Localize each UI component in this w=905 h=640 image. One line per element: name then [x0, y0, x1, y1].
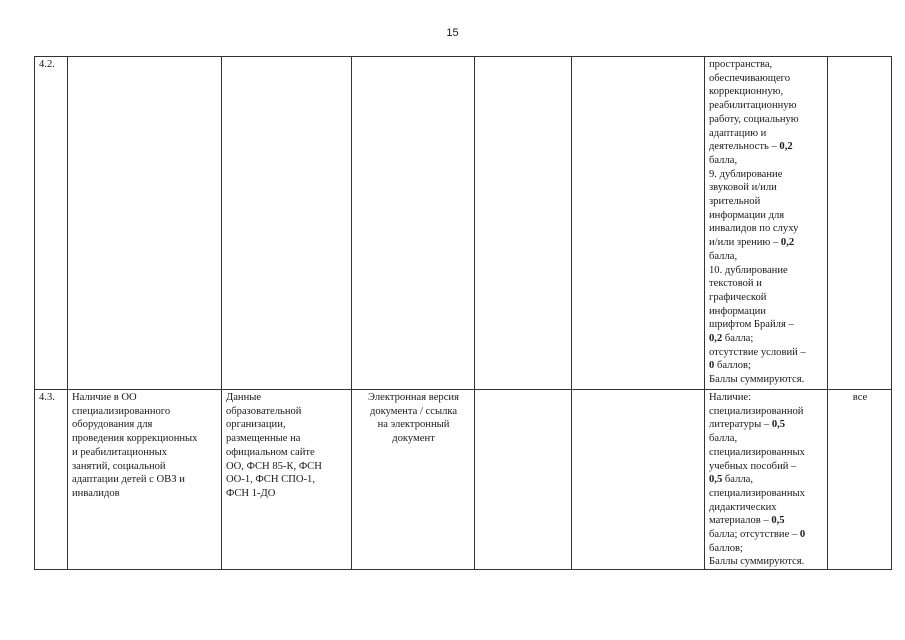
- text-line: [709, 373, 824, 387]
- text-segment: инвалидов по слуху: [709, 223, 799, 235]
- text-line: [72, 460, 218, 474]
- text-segment: адаптации детей с ОВЗ и: [72, 474, 185, 486]
- text-line: [72, 391, 218, 405]
- score-value: 0,2: [709, 333, 723, 345]
- text-segment: учебных пособий –: [709, 460, 797, 472]
- row-number-cell: [35, 390, 68, 570]
- score-value: 0: [709, 360, 715, 372]
- text-segment: образовательной: [226, 405, 302, 417]
- text-segment: проведения коррекционных: [72, 433, 198, 445]
- text-segment: и/или зрению –: [709, 237, 781, 249]
- text-line: [709, 528, 824, 542]
- text-line: [72, 446, 218, 460]
- text-line: [356, 418, 471, 432]
- text-line: [709, 305, 824, 319]
- text-segment: материалов –: [709, 515, 772, 527]
- text-segment: официальном сайте: [226, 446, 315, 458]
- text-line: [709, 154, 824, 168]
- indicator-name-cell: [68, 390, 222, 570]
- score-value: 0,5: [771, 419, 786, 431]
- text-line: [226, 487, 348, 501]
- score-value: 0,5: [771, 515, 785, 527]
- text-segment: информации для: [709, 209, 785, 221]
- text-segment: инвалидов: [72, 487, 120, 499]
- text-line: [709, 542, 824, 556]
- text-line: [709, 236, 824, 250]
- text-line: [709, 195, 824, 209]
- text-line: [709, 85, 824, 99]
- text-line: [709, 181, 824, 195]
- text-segment: обеспечивающего: [709, 72, 791, 84]
- text-line: [709, 318, 824, 332]
- scope-cell: [828, 57, 892, 390]
- text-segment: организации,: [226, 419, 286, 431]
- text-segment: специализированных: [709, 487, 805, 499]
- empty-cell: [572, 390, 705, 570]
- text-segment: балла,: [722, 474, 754, 486]
- text-line: [356, 391, 471, 405]
- text-segment: специализированной: [709, 405, 804, 417]
- text-line: [709, 446, 824, 460]
- text-line: [709, 222, 824, 236]
- data-source-cell: [222, 390, 352, 570]
- text-line: [709, 473, 824, 487]
- text-segment: Баллы суммируются.: [709, 556, 805, 568]
- text-line: [709, 405, 824, 419]
- text-segment: пространства,: [709, 59, 773, 70]
- criteria-table: [34, 56, 892, 570]
- text-line: [226, 432, 348, 446]
- text-segment: оборудования для: [72, 419, 153, 431]
- text-segment: 10. дублирование: [709, 264, 788, 276]
- text-line: [709, 113, 824, 127]
- empty-cell: [475, 390, 572, 570]
- text-segment: балла,: [709, 250, 738, 262]
- text-line: [709, 501, 824, 515]
- table-row: [35, 390, 892, 570]
- empty-cell: [475, 57, 572, 390]
- text-line: [832, 391, 888, 405]
- text-segment: реабилитационную: [709, 100, 797, 112]
- text-segment: занятий, социальной: [72, 460, 166, 472]
- scoring-cell: [705, 390, 828, 570]
- text-segment: на электронный: [377, 419, 450, 431]
- text-line: [709, 555, 824, 569]
- text-line: [709, 72, 824, 86]
- text-segment: шрифтом Брайля –: [709, 319, 794, 331]
- text-line: [72, 487, 218, 501]
- score-value: 0,2: [779, 141, 793, 153]
- page-number: 15: [446, 27, 459, 39]
- text-line: [709, 460, 824, 474]
- text-segment: коррекционную,: [709, 86, 784, 98]
- text-line: [709, 487, 824, 501]
- text-line: [709, 291, 824, 305]
- score-value: 0,5: [709, 474, 723, 486]
- text-line: [709, 140, 824, 154]
- text-line: [709, 332, 824, 346]
- text-segment: балла; отсутствие –: [709, 529, 800, 541]
- text-segment: балла,: [709, 154, 738, 166]
- text-line: [72, 432, 218, 446]
- empty-cell: [572, 57, 705, 390]
- text-segment: баллов;: [709, 542, 744, 554]
- score-value: 0: [799, 529, 806, 541]
- text-line: [356, 432, 471, 446]
- scoring-cell: [705, 57, 828, 390]
- text-segment: литературы –: [709, 419, 772, 431]
- text-segment: адаптацию и: [709, 127, 767, 139]
- document-form-cell: [352, 390, 475, 570]
- text-segment: и реабилитационных: [72, 446, 168, 458]
- text-line: [709, 346, 824, 360]
- text-segment: специализированных: [709, 446, 805, 458]
- text-line: [709, 250, 824, 264]
- text-line: [226, 460, 348, 474]
- text-line: [709, 277, 824, 291]
- text-line: [226, 418, 348, 432]
- text-segment: текстовой и: [709, 278, 762, 290]
- text-line: [226, 405, 348, 419]
- text-segment: специализированного: [72, 405, 171, 417]
- text-segment: звуковой и/или: [709, 182, 777, 194]
- text-segment: зрительной: [709, 196, 761, 208]
- score-value: 0,2: [780, 237, 795, 249]
- text-segment: 9. дублирование: [709, 168, 783, 180]
- text-line: [72, 405, 218, 419]
- text-line: [709, 391, 824, 405]
- text-segment: Баллы суммируются.: [709, 374, 805, 386]
- text-segment: ОО, ФСН 85-К, ФСН: [226, 460, 322, 472]
- text-segment: работу, социальную: [709, 113, 799, 125]
- text-line: [709, 514, 824, 528]
- table-row: [35, 57, 892, 390]
- text-line: [709, 264, 824, 278]
- text-segment: дидактических: [709, 501, 777, 513]
- text-line: [72, 473, 218, 487]
- text-segment: баллов;: [714, 360, 751, 372]
- text-segment: балла;: [722, 333, 754, 345]
- text-segment: графической: [709, 291, 767, 303]
- text-segment: ФСН 1-ДО: [226, 487, 276, 499]
- text-segment: размещенные на: [226, 433, 301, 445]
- row-number: 4.2.: [39, 59, 55, 70]
- text-line: [356, 405, 471, 419]
- text-line: [709, 99, 824, 113]
- text-line: [709, 432, 824, 446]
- text-line: [226, 391, 348, 405]
- text-segment: деятельность –: [709, 141, 780, 153]
- row-number: 4.3.: [39, 392, 55, 403]
- scope-cell: [828, 390, 892, 570]
- text-segment: ОО-1, ФСН СПО-1,: [226, 474, 315, 486]
- text-line: [709, 127, 824, 141]
- text-segment: Наличие в ОО: [72, 392, 137, 403]
- text-segment: все: [852, 392, 868, 403]
- row-number-cell: [35, 57, 68, 390]
- text-line: [709, 168, 824, 182]
- text-line: [72, 418, 218, 432]
- text-segment: Электронная версия: [368, 392, 459, 403]
- text-segment: балла,: [709, 433, 738, 445]
- text-line: [226, 446, 348, 460]
- text-line: [709, 359, 824, 373]
- text-segment: документа / ссылка: [369, 405, 458, 417]
- text-line: [226, 473, 348, 487]
- text-segment: отсутствие условий –: [709, 346, 806, 358]
- text-line: [709, 418, 824, 432]
- text-segment: информации: [709, 305, 766, 317]
- data-source-cell: [222, 57, 352, 390]
- text-segment: Наличие:: [709, 392, 752, 403]
- document-form-cell: [352, 57, 475, 390]
- text-line: [709, 209, 824, 223]
- text-segment: Данные: [226, 392, 262, 403]
- text-segment: документ: [392, 433, 435, 445]
- indicator-name-cell: [68, 57, 222, 390]
- text-line: [709, 58, 824, 72]
